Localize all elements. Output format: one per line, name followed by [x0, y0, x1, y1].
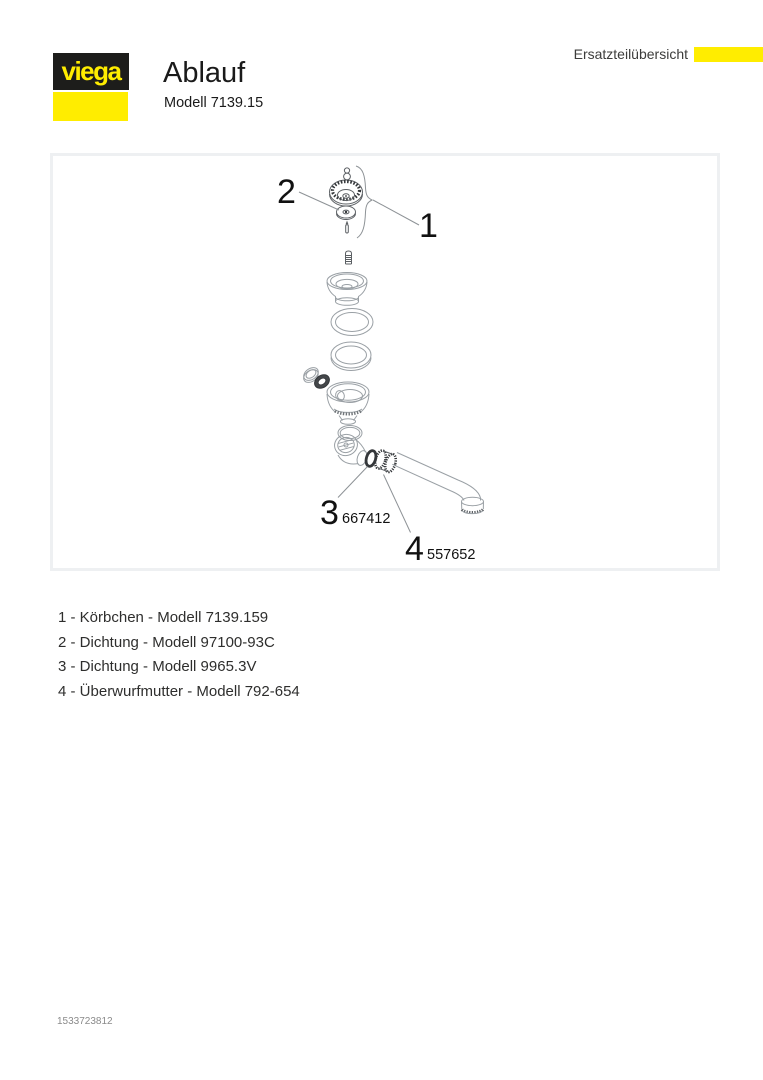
parts-list-item-2: 2 - Dichtung - Modell 97100-93C: [58, 633, 275, 651]
parts-list-item-4: 4 - Überwurfmutter - Modell 792-654: [58, 682, 300, 700]
viega-logo-black-block: [53, 53, 129, 90]
outlet-pipe: [392, 453, 480, 501]
parts-list-item-3: 3 - Dichtung - Modell 9965.3V: [58, 658, 257, 675]
exploded-diagram-box: [50, 153, 720, 571]
callout-partno-3: 667412: [342, 511, 391, 527]
seal-disc: [337, 206, 356, 220]
parts-list-item-1: 1 - Körbchen - Modell 7139.159: [58, 609, 269, 626]
outlet-elbow: [332, 432, 369, 467]
drain-body: [327, 382, 369, 424]
document-number: 1533723812: [57, 1016, 113, 1027]
viega-logo-yellow-block: [53, 92, 128, 121]
viega-logo-text: viega: [61, 55, 121, 86]
corner-yellow-bar: [694, 47, 763, 62]
page-title: Ablauf: [163, 57, 246, 89]
knob: [344, 168, 351, 180]
callout-ref-2: 2: [277, 173, 296, 211]
callout-ref-3: 3: [320, 494, 339, 532]
parts-list: [58, 606, 300, 704]
callout-line-3: [338, 467, 368, 498]
doc-type-label: Ersatzteilübersicht: [573, 46, 688, 62]
callout-line-1: [373, 200, 419, 225]
exploded-diagram-drawing: [53, 156, 717, 568]
gasket-ring-lower: [331, 342, 371, 371]
union-nut: [373, 449, 397, 473]
viega-logo: [53, 53, 129, 121]
pin: [346, 221, 349, 234]
sink-flange: [327, 273, 367, 306]
basket-strainer: [330, 180, 363, 206]
page-subtitle: Modell 7139.15: [164, 95, 264, 111]
callout-ref-4: 4: [405, 530, 424, 568]
callout-partno-4: 557652: [427, 547, 476, 563]
callout-ref-1: 1: [419, 207, 438, 245]
gasket-ring-upper: [331, 309, 373, 336]
screw: [346, 251, 352, 264]
